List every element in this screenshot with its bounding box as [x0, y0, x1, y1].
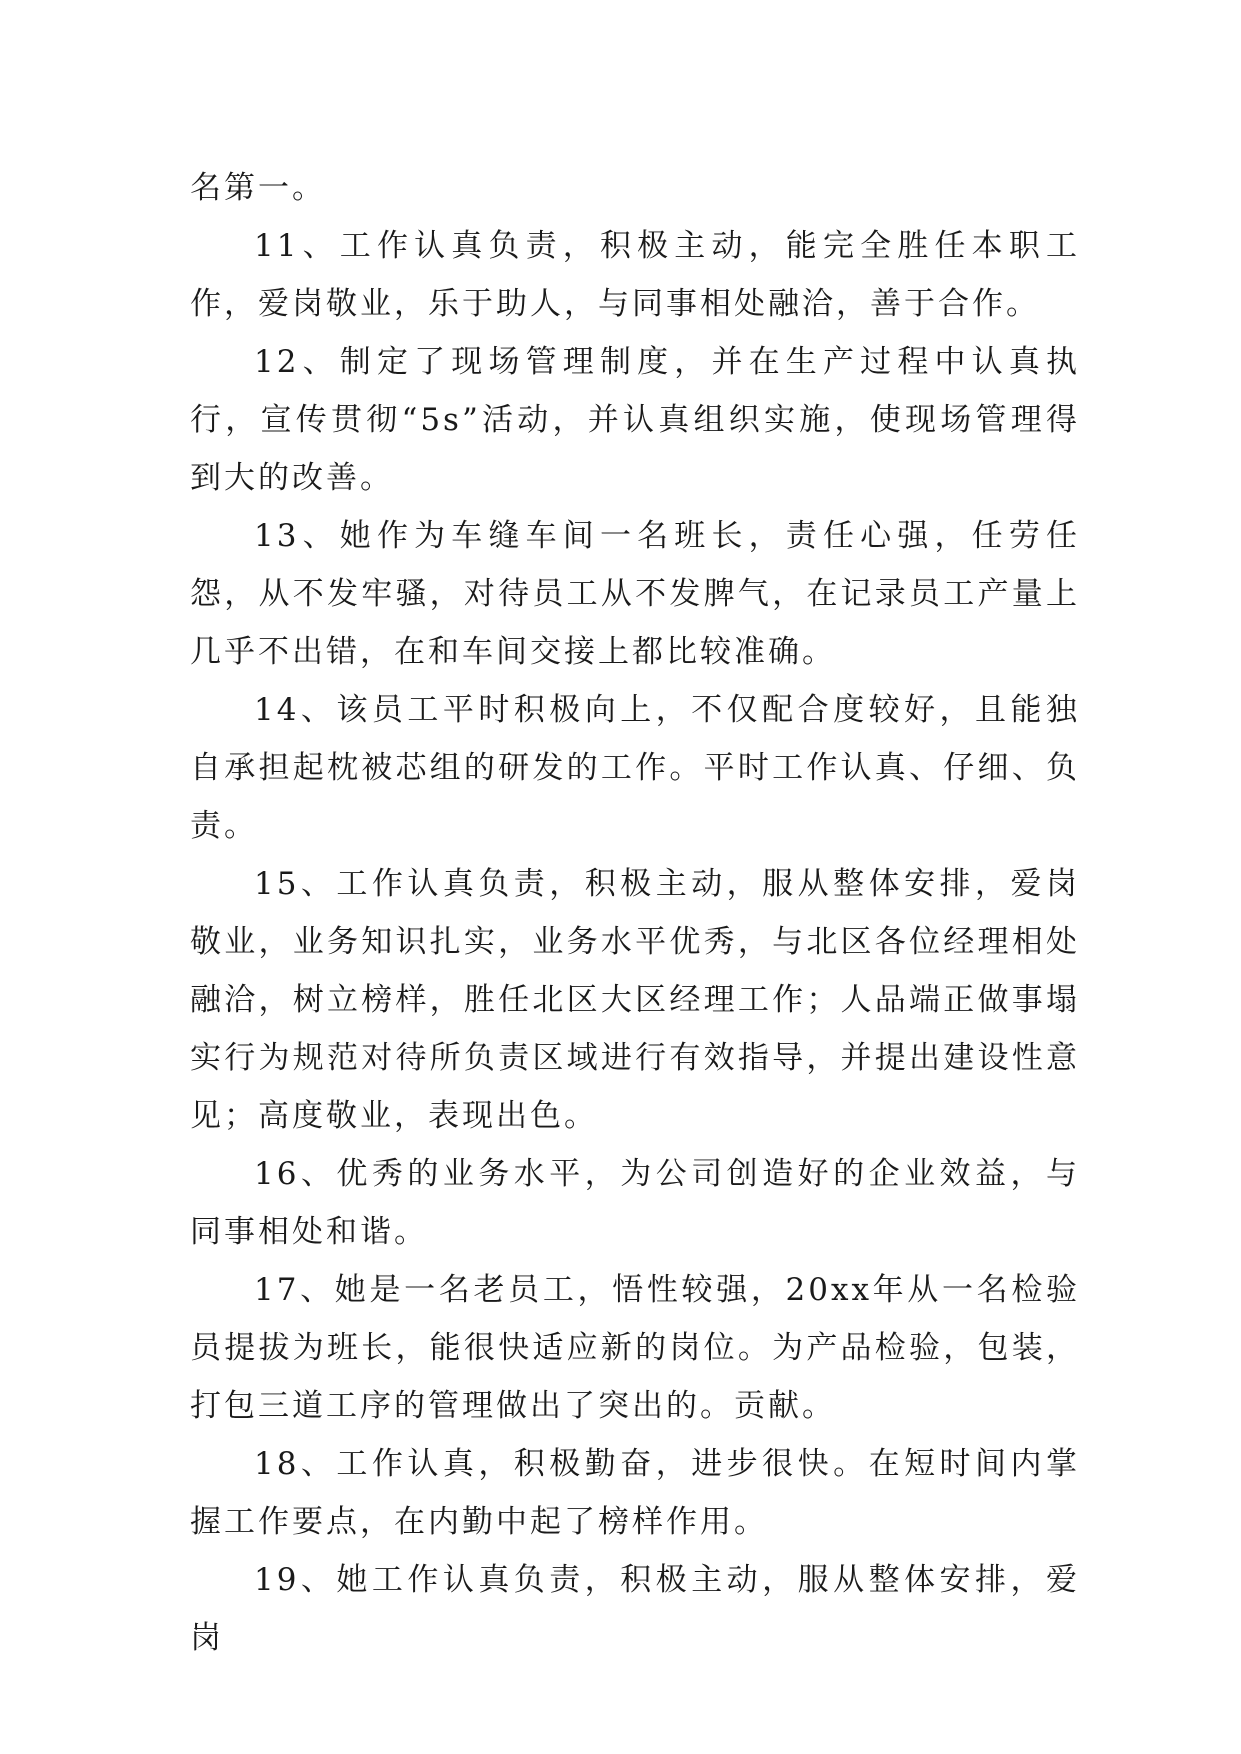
- paragraph-19: 19、她工作认真负责，积极主动，服从整体安排，爱岗: [190, 1562, 1080, 1656]
- paragraph-15: 15、工作认真负责，积极主动，服从整体安排，爱岗敬业，业务知识扎实，业务水平优秀，与北区各位经理相处融洽，树立榜样，胜任北区大区经理工作；人品端正做事塌实行为规范对待所负责区域进行有效指导，并提出建设性意见；高度敬业，表现出色。: [190, 866, 1080, 1134]
- document-body: [190, 159, 1080, 1667]
- paragraph-14: 14、该员工平时积极向上，不仅配合度较好，且能独自承担起枕被芯组的研发的工作。平时工作认真、仔细、负责。: [190, 692, 1080, 844]
- paragraph-0: 名第一。: [190, 170, 326, 206]
- paragraph-13: 13、她作为车缝车间一名班长，责任心强，任劳任怨，从不发牢骚，对待员工从不发脾气，在记录员工产量上几乎不出错，在和车间交接上都比较准确。: [190, 518, 1080, 670]
- paragraph-17: 17、她是一名老员工，悟性较强，20xx年从一名检验员提拔为班长，能很快适应新的岗位。为产品检验，包装，打包三道工序的管理做出了突出的。贡献。: [190, 1272, 1080, 1424]
- paragraph-18: 18、工作认真，积极勤奋，进步很快。在短时间内掌握工作要点，在内勤中起了榜样作用。: [190, 1446, 1080, 1540]
- paragraph-11: 11、工作认真负责，积极主动，能完全胜任本职工作，爱岗敬业，乐于助人，与同事相处融洽，善于合作。: [190, 228, 1080, 322]
- paragraph-16: 16、优秀的业务水平，为公司创造好的企业效益，与同事相处和谐。: [190, 1156, 1080, 1250]
- paragraph-12: 12、制定了现场管理制度，并在生产过程中认真执行，宣传贯彻“5s”活动，并认真组织实施，使现场管理得到大的改善。: [190, 344, 1080, 496]
